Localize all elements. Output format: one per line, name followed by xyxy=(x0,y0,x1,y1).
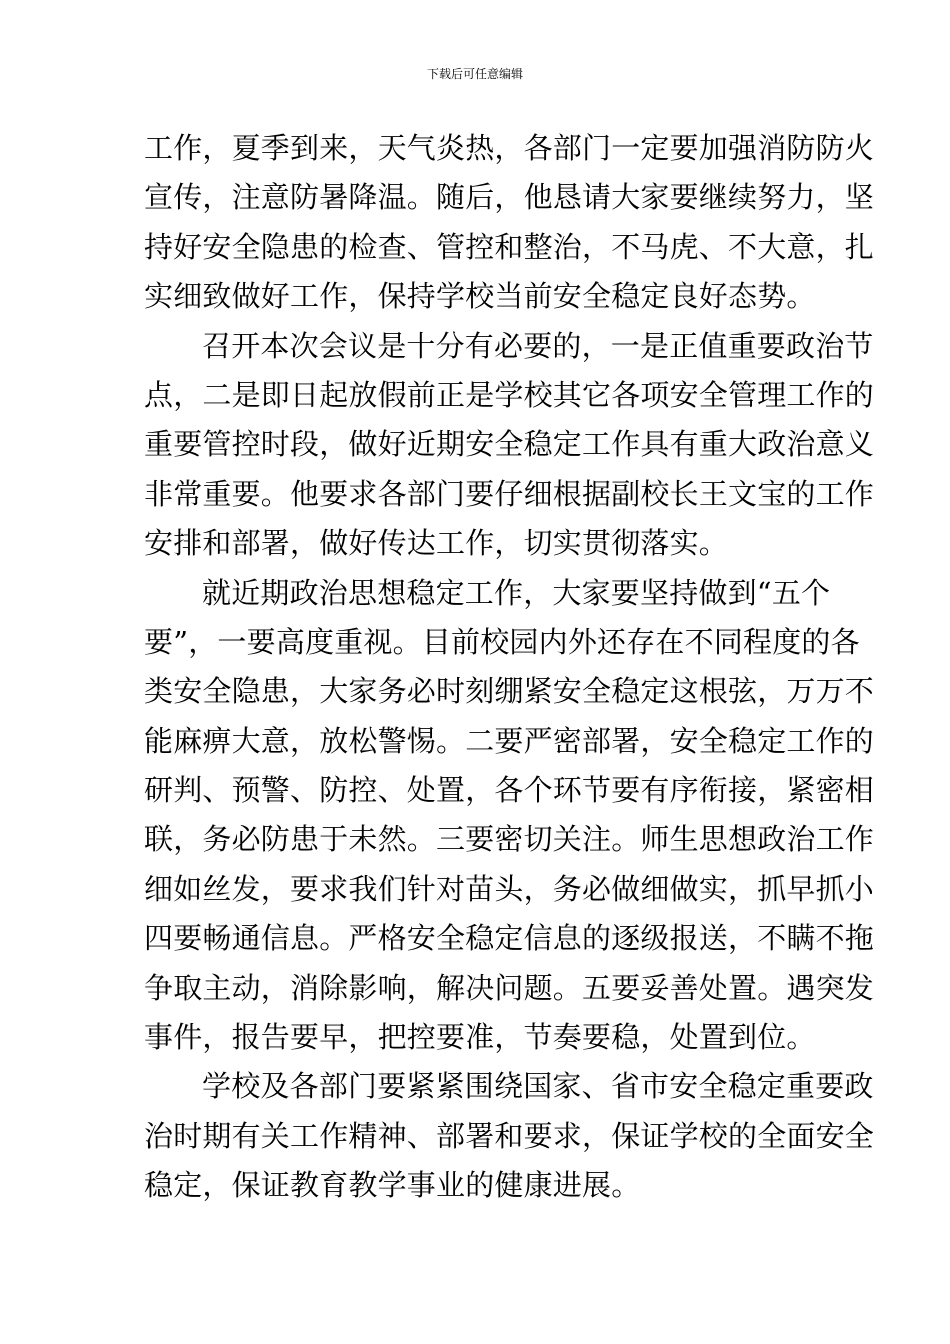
text-line: 稳定，保证教育教学事业的健康进展。 xyxy=(144,1168,641,1203)
text-line: 事件，报告要早，把控要准，节奏要稳，处置到位。 xyxy=(144,1020,816,1055)
text-line: 细如丝发，要求我们针对苗头，务必做细做实，抓早抓小 xyxy=(144,871,875,906)
text-line: 研判、预警、防控、处置，各个环节要有序衔接，紧密相 xyxy=(144,773,875,808)
paragraph xyxy=(144,569,875,1063)
text-line: 争取主动，消除影响，解决问题。五要妥善处置。遇突发 xyxy=(144,970,875,1005)
text-line: 宣传，注意防暑降温。随后，他恳请大家要继续努力，坚 xyxy=(144,180,875,215)
paragraph xyxy=(144,124,875,322)
paragraph xyxy=(144,322,875,569)
text-line: 学校及各部门要紧紧围绕国家、省市安全稳定重要政 xyxy=(202,1069,874,1104)
text-line: 能麻痹大意，放松警惕。二要严密部署，安全稳定工作的 xyxy=(144,723,875,758)
document-body xyxy=(144,124,875,1211)
text-line: 召开本次会议是十分有必要的，一是正值重要政治节 xyxy=(202,328,874,363)
text-line: 要”，一要高度重视。目前校园内外还存在不同程度的各 xyxy=(144,624,860,659)
paragraph xyxy=(144,1062,875,1210)
text-line: 治时期有关工作精神、部署和要求，保证学校的全面安全 xyxy=(144,1118,875,1153)
text-line: 点，二是即日起放假前正是学校其它各项安全管理工作的 xyxy=(144,377,875,412)
page-header: 下载后可任意编辑 xyxy=(426,67,523,81)
text-line: 就近期政治思想稳定工作，大家要坚持做到“五个 xyxy=(202,575,831,610)
text-line: 重要管控时段，做好近期安全稳定工作具有重大政治意义 xyxy=(144,427,875,462)
text-line: 类安全隐患，大家务必时刻绷紧安全稳定这根弦，万万不 xyxy=(144,674,875,709)
text-line: 工作，夏季到来，天气炎热，各部门一定要加强消防防火 xyxy=(144,131,875,165)
text-line: 非常重要。他要求各部门要仔细根据副校长王文宝的工作 xyxy=(144,476,875,511)
text-line: 安排和部署，做好传达工作，切实贯彻落实。 xyxy=(144,526,729,561)
text-line: 四要畅通信息。严格安全稳定信息的逐级报送，不瞒不拖 xyxy=(144,921,875,956)
text-line: 联，务必防患于未然。三要密切关注。师生思想政治工作 xyxy=(144,822,875,857)
text-line: 实细致做好工作，保持学校当前安全稳定良好态势。 xyxy=(144,279,816,314)
text-line: 持好安全隐患的检查、管控和整治，不马虎、不大意，扎 xyxy=(144,229,875,264)
